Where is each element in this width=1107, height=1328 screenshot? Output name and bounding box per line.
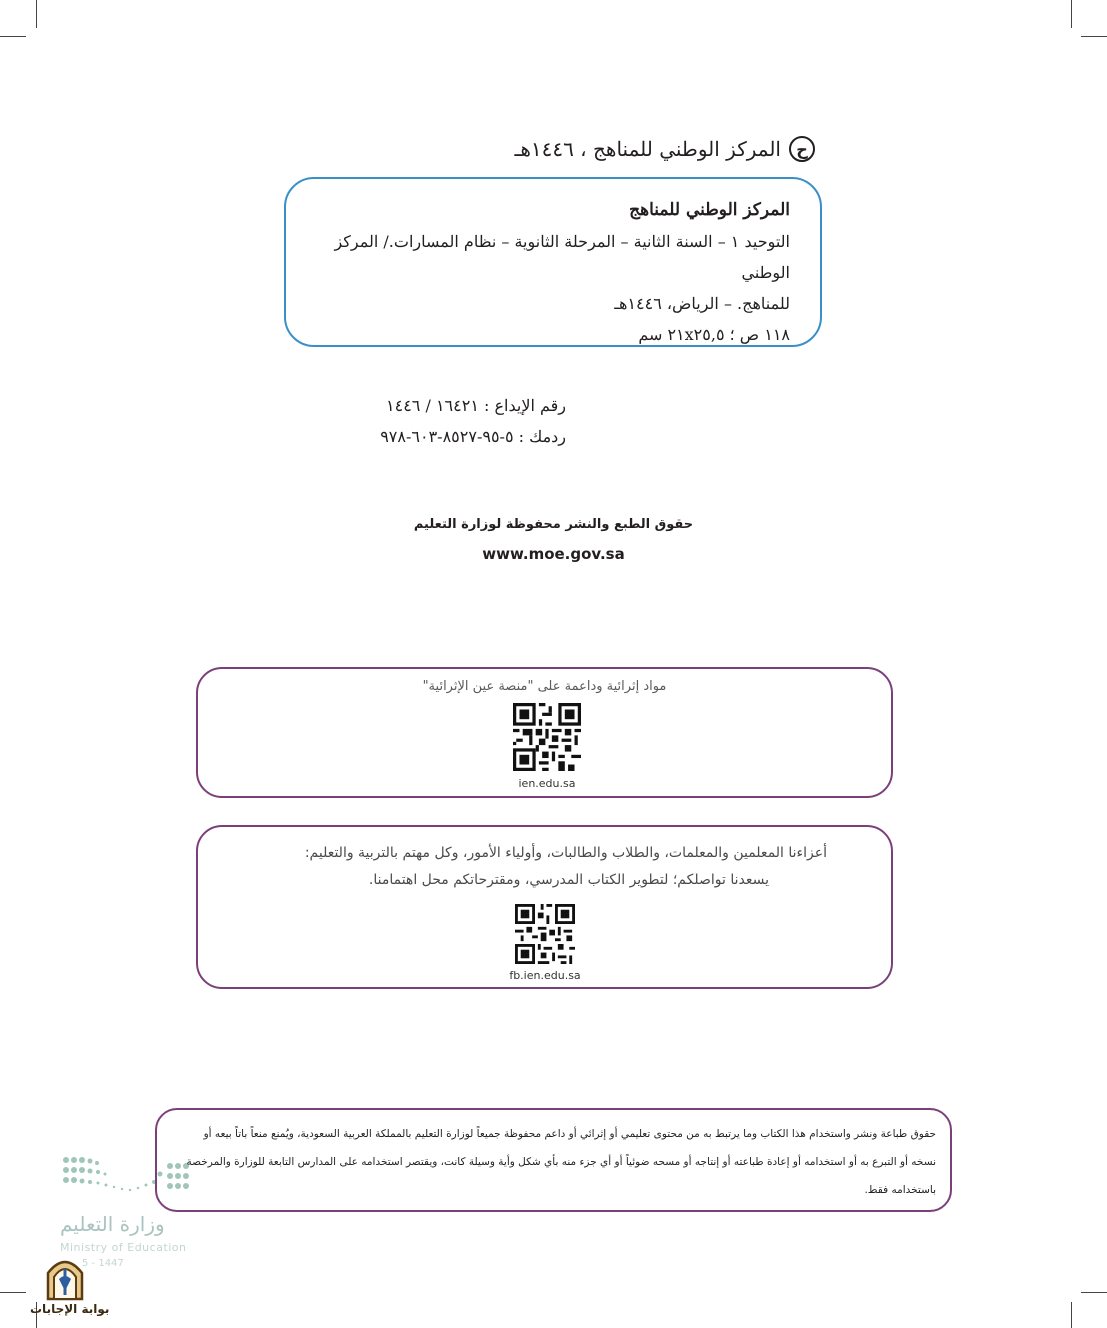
cip-title: المركز الوطني للمناهج: [629, 200, 790, 220]
crop-mark: [0, 1292, 26, 1293]
cip-header: [470, 130, 815, 168]
ministry-name-ar: وزارة التعليم: [60, 1212, 165, 1236]
isbn: ردمك : ٥-٩٥-٨٥٢٧-٦٠٣-٩٧٨: [380, 427, 566, 446]
website-link[interactable]: www.moe.gov.sa: [482, 545, 625, 563]
feedback-line: أعزاءنا المعلمين والمعلمات، والطلاب والطالبات، وأولياء الأمور، وكل مهتم بالتربية والتعليم:: [304, 845, 827, 861]
ministry-name-en: Ministry of Education: [60, 1241, 187, 1254]
cip-data-box: [284, 177, 822, 347]
answers-portal-label[interactable]: بوابة الإجابات: [30, 1302, 110, 1316]
feedback-box: [196, 825, 893, 989]
qr-code-icon[interactable]: [513, 703, 581, 771]
rights-text: حقوق الطبع والنشر محفوظة لوزارة التعليم: [413, 517, 694, 532]
legal-line: نسخه أو التبرع به أو استخدامه أو إعادة طباعته أو إنتاجه أو مسحه ضوئياً أو أي جزء منه بأي شكل وأية وسيلة كانت، ويقتصر استخدامه على المدارس التابعة للوزارة والمرخصة: [186, 1156, 936, 1168]
crop-mark: [36, 0, 37, 28]
ien-platform-box: [196, 667, 893, 798]
ien-url[interactable]: ien.edu.sa: [518, 777, 576, 790]
deposit-number: رقم الإيداع : ١٦٤٢١ / ١٤٤٦: [386, 396, 566, 415]
feedback-url[interactable]: fb.ien.edu.sa: [509, 969, 581, 982]
answers-portal-logo-icon[interactable]: [44, 1255, 86, 1301]
cip-line: التوحيد ١ – السنة الثانية – المرحلة الثانوية – نظام المسارات./ المركز الوطني: [334, 232, 790, 282]
deposit-info: [300, 390, 566, 452]
feedback-line: يسعدنا تواصلكم؛ لتطوير الكتاب المدرسي، ومقترحاتكم محل اهتمامنا.: [368, 872, 769, 888]
cip-line: ١١٨ ص ؛ ٢١x٢٥,٥ سم: [638, 325, 790, 344]
rights-statement: [300, 513, 807, 563]
copyright-symbol: ح: [789, 136, 815, 162]
crop-mark: [0, 36, 26, 37]
edition-year: 5 - 1447: [82, 1258, 124, 1269]
qr-code-icon[interactable]: [515, 904, 575, 964]
legal-line: حقوق طباعة ونشر واستخدام هذا الكتاب وما يرتبط به من محتوى تعليمي أو إثرائي أو داعم محفوظة جميعاً لوزارة التعليم بالمملكة العربية السعودية، ويُمنع منعاً باتاً بيعه أو: [203, 1128, 936, 1140]
legal-line: باستخدامه فقط.: [864, 1184, 936, 1196]
crop-mark: [1081, 1292, 1107, 1293]
crop-mark: [1081, 36, 1107, 37]
cip-header-text: المركز الوطني للمناهج ، ١٤٤٦هـ: [514, 137, 781, 161]
cip-line: للمناهج. – الرياض، ١٤٤٦هـ: [614, 294, 790, 313]
feedback-message: [247, 840, 827, 894]
crop-mark: [1071, 1302, 1072, 1328]
crop-mark: [1071, 0, 1072, 28]
legal-notice-box: [155, 1108, 952, 1212]
ien-platform-title: مواد إثرائية وداعمة على "منصة عين الإثرائية": [422, 679, 667, 694]
